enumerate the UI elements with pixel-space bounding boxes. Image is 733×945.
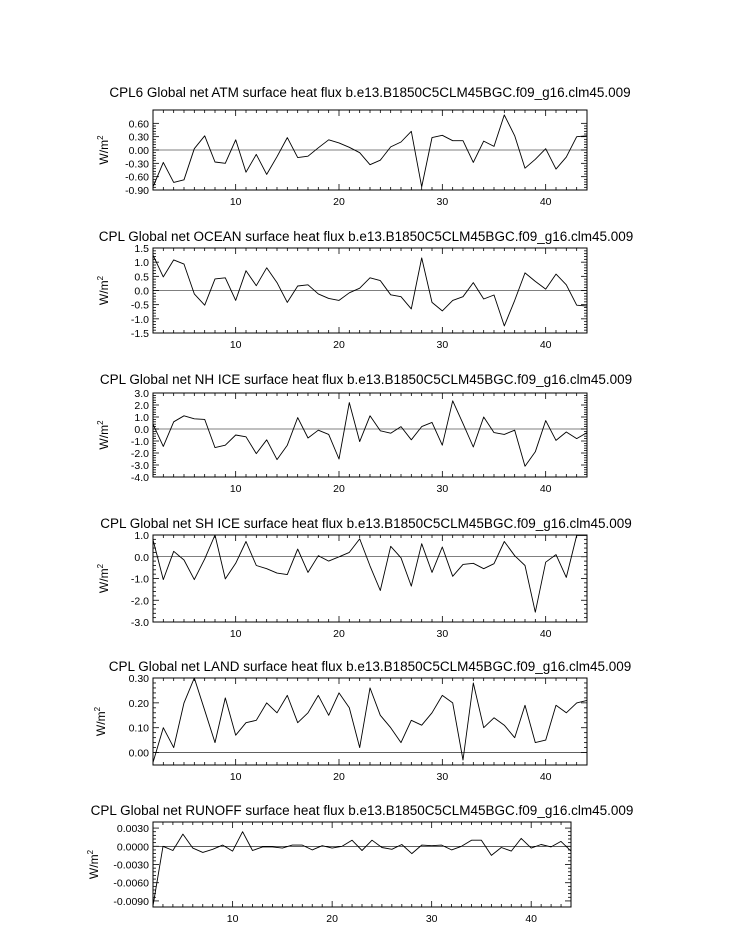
y-tick-label: -3.0 — [130, 460, 149, 472]
chart-title: CPL Global net LAND surface heat flux b.e13.B1850C5CLM45BGC.f09_g16.clm45.009 — [108, 659, 632, 674]
x-tick-label: 20 — [333, 771, 345, 783]
chart-title: CPL Global net SH ICE surface heat flux b.e13.B1850C5CLM45BGC.f09_g16.clm45.009 — [100, 516, 632, 531]
data-series-line — [153, 535, 587, 612]
x-tick-label: 10 — [229, 339, 242, 351]
y-tick-label: -1.5 — [130, 328, 149, 340]
y-axis-label — [93, 706, 108, 736]
y-tick-label: -4.0 — [130, 472, 149, 484]
x-tick-label: 30 — [425, 913, 438, 925]
y-axis-label-unit: W/m — [97, 280, 111, 306]
x-tick-label: 40 — [525, 913, 538, 925]
chart-panel — [93, 659, 631, 783]
y-axis-label — [96, 420, 111, 450]
x-tick-label: 40 — [539, 339, 552, 351]
x-tick-label: 20 — [333, 339, 345, 351]
x-tick-label: 30 — [436, 628, 449, 640]
x-tick-label: 30 — [436, 483, 449, 495]
x-tick-label: 40 — [539, 628, 552, 640]
y-tick-label: 0.10 — [128, 722, 149, 735]
y-axis-label-exponent: 2 — [86, 849, 95, 855]
x-tick-label: 30 — [436, 196, 449, 208]
x-tick-label: 10 — [229, 196, 242, 208]
chart-panel — [86, 803, 633, 925]
plot-frame — [153, 678, 587, 765]
y-axis-label-exponent: 2 — [96, 420, 105, 425]
y-axis-label-unit: W/m — [87, 854, 101, 880]
y-axis-label-unit: W/m — [94, 711, 108, 737]
plot-frame — [153, 822, 571, 907]
y-tick-label: 0.0030 — [116, 823, 149, 836]
y-tick-label: -1.0 — [130, 573, 149, 586]
chart-title: CPL6 Global net ATM surface heat flux b.e13.B1850C5CLM45BGC.f09_g16.clm45.009 — [109, 85, 631, 100]
y-tick-label: -0.0030 — [113, 859, 149, 872]
x-tick-label: 20 — [333, 196, 345, 208]
y-tick-label: 0.0000 — [116, 841, 149, 854]
chart-panel — [96, 85, 631, 208]
y-tick-label: 0.20 — [128, 697, 149, 710]
y-axis-label-exponent: 2 — [96, 563, 105, 569]
y-tick-label: 0.30 — [128, 131, 149, 144]
x-tick-label: 10 — [229, 483, 242, 495]
data-series-line — [153, 678, 587, 763]
y-axis-label-unit: W/m — [97, 424, 111, 450]
plot-frame — [153, 393, 587, 477]
y-tick-label: -0.60 — [125, 171, 149, 184]
y-tick-label: -0.90 — [125, 185, 149, 197]
y-tick-label: -0.0090 — [113, 895, 149, 908]
y-tick-label: -2.0 — [130, 448, 149, 460]
y-tick-label: -1.0 — [130, 436, 149, 448]
y-tick-label: 0.30 — [128, 673, 149, 685]
data-series-line — [153, 832, 571, 906]
y-tick-label: -3.0 — [130, 617, 149, 629]
y-tick-label: 0.0 — [134, 424, 149, 436]
x-tick-label: 40 — [539, 771, 552, 783]
y-tick-label: 0.00 — [128, 747, 149, 760]
y-tick-label: 1.0 — [134, 412, 149, 424]
y-tick-label: 0.00 — [128, 145, 149, 157]
y-tick-label: -0.0060 — [113, 877, 149, 890]
x-tick-label: 10 — [226, 913, 239, 925]
y-tick-label: 0.60 — [128, 118, 149, 131]
y-tick-label: 1.0 — [134, 530, 149, 542]
y-axis-label-unit: W/m — [97, 139, 111, 165]
x-tick-label: 30 — [436, 339, 449, 351]
y-tick-label: 0.0 — [134, 551, 149, 564]
chart-title: CPL Global net OCEAN surface heat flux b.e13.B1850C5CLM45BGC.f09_g16.clm45.009 — [98, 229, 634, 244]
y-tick-label: 2.0 — [134, 400, 149, 412]
chart-panel — [96, 229, 633, 351]
y-axis-label — [96, 135, 111, 165]
y-axis-label-exponent: 2 — [96, 275, 105, 281]
y-tick-label: -0.5 — [130, 299, 149, 312]
data-series-line — [153, 401, 587, 466]
x-tick-label: 40 — [539, 196, 552, 208]
y-axis-label-unit: W/m — [97, 568, 111, 594]
x-tick-label: 30 — [436, 771, 449, 783]
y-axis-label-exponent: 2 — [93, 706, 102, 712]
y-tick-label: 1.0 — [134, 257, 149, 270]
x-tick-label: 20 — [333, 628, 345, 640]
y-tick-label: -0.30 — [125, 158, 149, 171]
chart-title: CPL Global net NH ICE surface heat flux b.e13.B1850C5CLM45BGC.f09_g16.clm45.009 — [99, 372, 633, 387]
y-tick-label: 1.5 — [134, 243, 149, 255]
x-tick-label: 40 — [539, 483, 552, 495]
y-tick-label: -2.0 — [130, 595, 149, 608]
y-axis-label-exponent: 2 — [96, 135, 105, 140]
x-tick-label: 10 — [229, 771, 242, 783]
data-series-line — [153, 115, 587, 187]
y-axis-label — [96, 275, 111, 305]
y-tick-label: 0.5 — [134, 271, 149, 284]
chart-panel — [96, 372, 632, 495]
chart-panel — [96, 516, 632, 640]
x-tick-label: 20 — [326, 913, 338, 925]
chart-title: CPL Global net RUNOFF surface heat flux b.e13.B1850C5CLM45BGC.f09_g16.clm45.009 — [90, 803, 634, 818]
x-tick-label: 10 — [229, 628, 242, 640]
y-axis-label — [86, 849, 101, 879]
x-tick-label: 20 — [333, 483, 345, 495]
y-tick-label: -1.0 — [130, 313, 149, 326]
y-tick-label: 3.0 — [134, 388, 149, 400]
y-axis-label — [96, 563, 111, 593]
y-tick-label: 0.0 — [134, 285, 149, 298]
